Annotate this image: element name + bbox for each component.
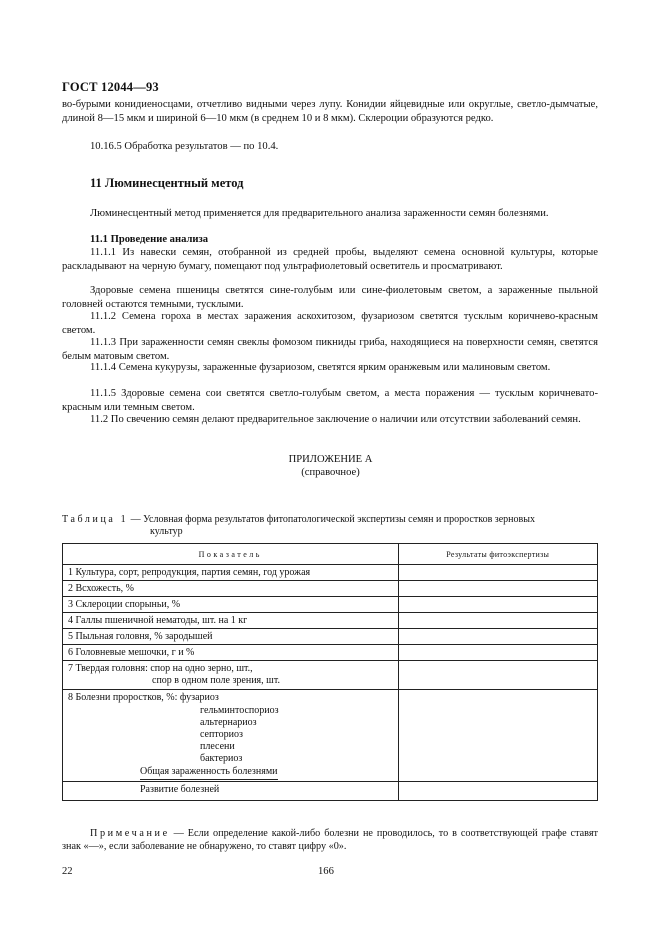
column-header-indicator: Показатель xyxy=(63,544,399,565)
row-label-8 xyxy=(63,690,399,781)
table-row xyxy=(63,629,598,645)
table-row xyxy=(63,597,598,613)
table-row xyxy=(63,690,598,781)
results-table xyxy=(62,543,598,801)
row-result-9 xyxy=(398,781,597,800)
paragraph-11-1-3: 11.1.3 При зараженности семян свеклы фомозом пикниды гриба, находящиеся на поверхности семян, светятся белым матовым светом. xyxy=(62,337,598,362)
table-caption-text: — Условная форма результатов фитопатологической экспертизы семян и проростков зерновых xyxy=(128,514,535,525)
document-code: ГОСТ 12044—93 xyxy=(62,80,159,94)
row7-line-2: спор в одном поле зрения, шт. xyxy=(152,675,280,687)
row-label-2: 2 Всхожесть, % xyxy=(63,581,399,597)
page-number-center: 166 xyxy=(318,866,334,877)
row8-total-label: Общая зараженность болезнями xyxy=(140,766,278,780)
row8-sub-3: септориоз xyxy=(200,729,243,741)
row8-total xyxy=(68,766,393,781)
paragraph-11-1-2: 11.1.2 Семена гороха в местах заражения аскохитозом, фузариозом светятся тусклым коричнево-красным светом. xyxy=(62,311,598,336)
method-intro-paragraph: Люминесцентный метод применяется для предварительного анализа зараженности семян болезнями. xyxy=(90,208,549,219)
table-row xyxy=(63,781,598,800)
row-label-3: 3 Склероции спорыньи, % xyxy=(63,597,399,613)
row-result-1 xyxy=(398,565,597,581)
table-caption-continuation: культур xyxy=(150,526,183,537)
row-result-4 xyxy=(398,613,597,629)
paragraph-11-2: 11.2 По свечению семян делают предварительное заключение о наличии или отсутствии заболеваний семян. xyxy=(90,414,581,425)
table-caption-label: Таблица 1 xyxy=(62,514,129,525)
row8-sub-4: плесени xyxy=(200,741,235,753)
row8-sub-1: гельминтоспориоз xyxy=(200,704,279,716)
row7-line-1: 7 Твердая головня: спор на одно зерно, шт., xyxy=(68,663,253,674)
page-number-left: 22 xyxy=(62,866,73,877)
row-label-4: 4 Галлы пшеничной нематоды, шт. на 1 кг xyxy=(63,613,399,629)
paragraph-11-1-1: 11.1.1 Из навески семян, отобранной из средней пробы, выделяют семена основной культуры, которые раскладывают на черную бумагу, помещают под ультрафиолетовый осветитель и просматривают. xyxy=(62,247,598,272)
subsection-title: 11.1 Проведение анализа xyxy=(90,234,209,245)
row-result-8 xyxy=(398,690,597,781)
appendix-subtitle: (справочное) xyxy=(301,467,360,478)
table-header-row xyxy=(63,544,598,565)
row-label-9: Развитие болезней xyxy=(63,781,399,800)
row-label-5: 5 Пыльная головня, % зародышей xyxy=(63,629,399,645)
row8-sub-5: бактериоз xyxy=(200,753,243,765)
table-row xyxy=(63,581,598,597)
table-row xyxy=(63,645,598,661)
row-label-7 xyxy=(63,661,399,690)
row-label-1: 1 Культура, сорт, репродукция, партия семян, год урожая xyxy=(63,565,399,581)
column-header-results: Результаты фитоэкспертизы xyxy=(398,544,597,565)
note-label: Примечание xyxy=(90,828,170,839)
section-title: 11 Люминесцентный метод xyxy=(90,176,244,190)
table-caption xyxy=(62,514,602,538)
table-row xyxy=(63,661,598,690)
table-row xyxy=(63,565,598,581)
table-note xyxy=(62,827,598,853)
paragraph-wheat: Здоровые семена пшеницы светятся сине-голубым или сине-фиолетовым светом, а зараженные пыльной головней остаются темными, тусклыми. xyxy=(62,285,598,310)
row8-sub-2: альтернариоз xyxy=(200,716,257,728)
table-row xyxy=(63,613,598,629)
paragraph-11-1-5: 11.1.5 Здоровые семена сои светятся светло-голубым светом, а места поражения — тусклым коричневато-красным или темным светом. xyxy=(62,388,598,413)
row-result-3 xyxy=(398,597,597,613)
appendix-title: ПРИЛОЖЕНИЕ А xyxy=(288,454,373,465)
row-result-2 xyxy=(398,581,597,597)
row-label-6: 6 Головневые мешочки, г и % xyxy=(63,645,399,661)
appendix-heading xyxy=(200,453,461,479)
row-result-7 xyxy=(398,661,597,690)
row-result-6 xyxy=(398,645,597,661)
intro-paragraph: во-бурыми конидиеносцами, отчетливо видными через лупу. Конидии яйцевидные или округлые, светло-дымчатые, длиной 8—15 мкм и шириной 6—10 мкм (в среднем 10 и 8 мкм). Склероции образуются редко. xyxy=(62,99,598,124)
row8-line-1: 8 Болезни проростков, %: фузариоз xyxy=(68,692,219,704)
note-text: — Если определение какой-либо болезни не проводилось, то в соответствующей графе ставят знак «—», если заболевание не обнаружено, то ставят цифру «0». xyxy=(62,828,598,852)
paragraph-11-1-4: 11.1.4 Семена кукурузы, зараженные фузариозом, светятся ярким оранжевым или малиновым светом. xyxy=(90,362,551,373)
row-result-5 xyxy=(398,629,597,645)
results-processing-paragraph: 10.16.5 Обработка результатов — по 10.4. xyxy=(90,141,279,152)
